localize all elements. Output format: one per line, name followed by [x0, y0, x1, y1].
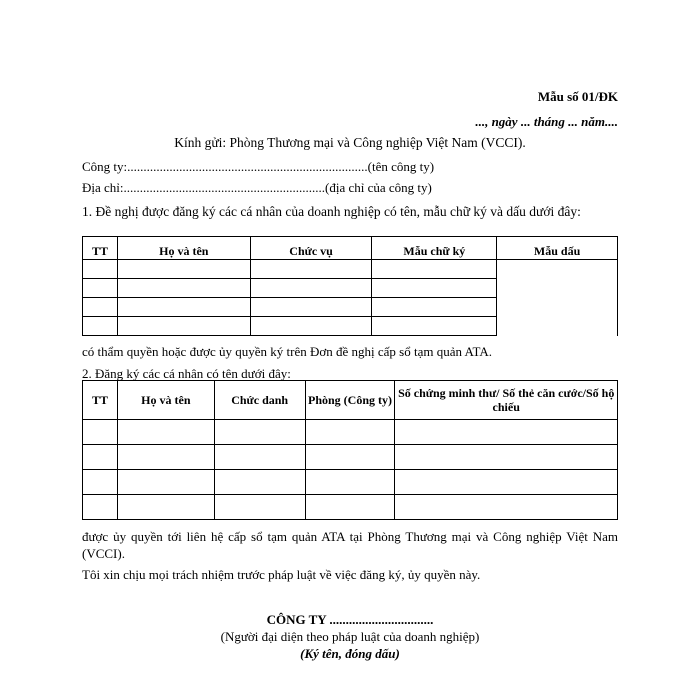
- table-cell[interactable]: [395, 470, 618, 495]
- table-row: [83, 420, 618, 445]
- table-cell[interactable]: [372, 317, 497, 336]
- table-cell[interactable]: [395, 445, 618, 470]
- table-cell[interactable]: [83, 445, 118, 470]
- authorized-persons-table: [82, 380, 618, 520]
- table-cell[interactable]: [214, 420, 305, 445]
- table-cell[interactable]: [117, 445, 214, 470]
- table-cell[interactable]: [305, 420, 395, 445]
- table-cell[interactable]: [305, 470, 395, 495]
- table-cell[interactable]: [250, 279, 372, 298]
- stamp-area[interactable]: [497, 260, 618, 336]
- table-cell[interactable]: [117, 317, 250, 336]
- table-cell[interactable]: [250, 298, 372, 317]
- table-cell[interactable]: [83, 298, 118, 317]
- table-cell[interactable]: [214, 445, 305, 470]
- table-cell[interactable]: [117, 279, 250, 298]
- note-responsibility: Tôi xin chịu mọi trách nhiệm trước pháp luật về việc đăng ký, ủy quyền này.: [82, 567, 481, 582]
- table-cell[interactable]: [214, 495, 305, 520]
- signature-company: CÔNG TY ................................: [266, 612, 434, 627]
- col-header-department: Phòng (Công ty): [305, 381, 395, 420]
- table-cell[interactable]: [305, 445, 395, 470]
- addressee: Kính gửi: Phòng Thương mại và Công nghiệp Việt Nam (VCCI).: [174, 135, 526, 150]
- table-cell[interactable]: [250, 317, 372, 336]
- col-header-position: Chức vụ: [250, 237, 372, 260]
- table-cell[interactable]: [372, 279, 497, 298]
- table-cell[interactable]: [117, 260, 250, 279]
- table-row: [83, 260, 618, 279]
- table-row: [83, 495, 618, 520]
- table-cell[interactable]: [305, 495, 395, 520]
- note-authority: có thẩm quyền hoặc được ủy quyền ký trên Đơn đề nghị cấp sổ tạm quản ATA.: [82, 344, 493, 359]
- address-line: Địa chỉ:..............................................................(địa chỉ của công ty): [82, 180, 432, 195]
- col-header-name: Họ và tên: [117, 381, 214, 420]
- date-line: ..., ngày ... tháng ... năm....: [475, 114, 618, 129]
- signature-sign-note: (Ký tên, đóng dấu): [300, 646, 400, 661]
- table-cell[interactable]: [372, 260, 497, 279]
- table-row: [83, 445, 618, 470]
- table-cell[interactable]: [372, 298, 497, 317]
- col-header-signature: Mẫu chữ ký: [372, 237, 497, 260]
- table-cell[interactable]: [83, 420, 118, 445]
- col-header-title: Chức danh: [214, 381, 305, 420]
- col-header-name: Họ và tên: [117, 237, 250, 260]
- col-header-stamp: Mẫu dấu: [497, 237, 618, 260]
- col-header-tt: TT: [83, 381, 118, 420]
- table-row: [83, 470, 618, 495]
- note-contact: được ủy quyền tới liên hệ cấp sổ tạm quản ATA tại Phòng Thương mại và Công nghiệp Việt Nam (VCCI).: [82, 529, 618, 561]
- table-cell[interactable]: [83, 495, 118, 520]
- table-cell[interactable]: [117, 495, 214, 520]
- signature-representative: (Người đại diện theo pháp luật của doanh nghiệp): [220, 629, 480, 644]
- col-header-id-number: Số chứng minh thư/ Số thẻ căn cước/Số hộ chiếu: [395, 381, 618, 420]
- table-cell[interactable]: [83, 317, 118, 336]
- section2-heading: 2. Đăng ký các cá nhân có tên dưới đây:: [82, 366, 291, 381]
- table-header-row: [83, 237, 618, 260]
- section1-heading: 1. Đề nghị được đăng ký các cá nhân của doanh nghiệp có tên, mẫu chữ ký và dấu dưới đây:: [82, 204, 581, 219]
- company-line: Công ty:..........................................................................(tên công ty): [82, 159, 435, 174]
- table-header-row: [83, 381, 618, 420]
- table-cell[interactable]: [395, 495, 618, 520]
- col-header-tt: TT: [83, 237, 118, 260]
- table-cell[interactable]: [395, 420, 618, 445]
- table-cell[interactable]: [214, 470, 305, 495]
- table-cell[interactable]: [83, 470, 118, 495]
- table-cell[interactable]: [117, 420, 214, 445]
- table-cell[interactable]: [250, 260, 372, 279]
- signature-specimen-table: [82, 236, 618, 336]
- table-cell[interactable]: [83, 279, 118, 298]
- table-cell[interactable]: [117, 298, 250, 317]
- table-cell[interactable]: [83, 260, 118, 279]
- form-code: Mẫu số 01/ĐK: [537, 89, 618, 104]
- table-cell[interactable]: [117, 470, 214, 495]
